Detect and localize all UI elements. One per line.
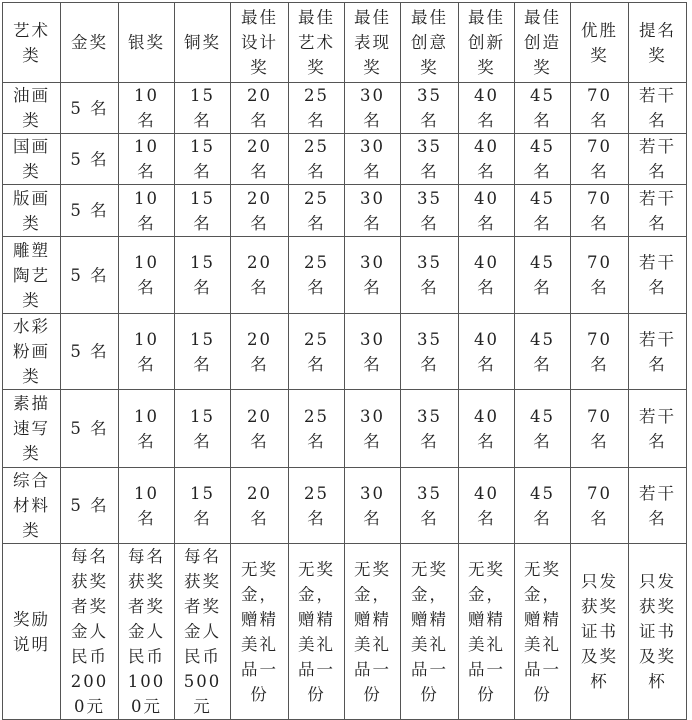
- header-row: [3, 3, 687, 83]
- table-cell: 15名: [175, 134, 231, 185]
- table-cell: 20名: [231, 83, 289, 134]
- table-cell: 45名: [515, 390, 571, 468]
- footer-cell: 每名获奖者奖金人民币2000元: [61, 544, 119, 720]
- footer-label-cell: 奖励说明: [3, 544, 61, 720]
- header-cell: 最佳艺术奖: [289, 3, 345, 83]
- table-row: [3, 237, 687, 314]
- table-row: [3, 468, 687, 544]
- footer-cell: 无奖金，赠精美礼品一份: [231, 544, 289, 720]
- table-cell: 40名: [459, 390, 515, 468]
- table-cell: 25名: [289, 237, 345, 314]
- category-cell: 版画类: [3, 185, 61, 237]
- table-cell: 30名: [345, 83, 401, 134]
- table-cell: 15名: [175, 314, 231, 390]
- footer-cell: 无奖金，赠精美礼品一份: [459, 544, 515, 720]
- table-cell: 20名: [231, 185, 289, 237]
- table-cell: 45名: [515, 314, 571, 390]
- header-cell: 铜奖: [175, 3, 231, 83]
- table-cell: 25名: [289, 134, 345, 185]
- category-cell: 水彩粉画类: [3, 314, 61, 390]
- table-cell: 10名: [119, 185, 175, 237]
- table-cell: 10名: [119, 83, 175, 134]
- table-cell: 20名: [231, 314, 289, 390]
- table-cell: 20名: [231, 134, 289, 185]
- table-cell: 5 名: [61, 314, 119, 390]
- table-row: [3, 314, 687, 390]
- footer-cell: 只发获奖证书及奖杯: [571, 544, 629, 720]
- category-cell: 综合材料类: [3, 468, 61, 544]
- header-cell: 最佳表现奖: [345, 3, 401, 83]
- table-cell: 10名: [119, 468, 175, 544]
- table-cell: 5 名: [61, 468, 119, 544]
- table-cell: 25名: [289, 314, 345, 390]
- table-cell: 35名: [401, 390, 459, 468]
- category-cell: 雕塑陶艺类: [3, 237, 61, 314]
- table-cell: 10名: [119, 237, 175, 314]
- table-cell: 若干名: [629, 237, 687, 314]
- table-cell: 30名: [345, 314, 401, 390]
- table-cell: 70名: [571, 237, 629, 314]
- table-cell: 5 名: [61, 83, 119, 134]
- footer-cell: 无奖金，赠精美礼品一份: [289, 544, 345, 720]
- footer-cell: 无奖金，赠精美礼品一份: [515, 544, 571, 720]
- table-cell: 若干名: [629, 314, 687, 390]
- table-cell: 70名: [571, 314, 629, 390]
- table-cell: 15名: [175, 468, 231, 544]
- table-row: [3, 83, 687, 134]
- table-cell: 45名: [515, 237, 571, 314]
- table-cell: 10名: [119, 314, 175, 390]
- category-cell: 国画类: [3, 134, 61, 185]
- table-cell: 35名: [401, 314, 459, 390]
- table-cell: 70名: [571, 468, 629, 544]
- header-cell: 艺术类: [3, 3, 61, 83]
- category-cell: 油画类: [3, 83, 61, 134]
- table-cell: 35名: [401, 83, 459, 134]
- table-cell: 45名: [515, 134, 571, 185]
- table-cell: 40名: [459, 134, 515, 185]
- table-cell: 45名: [515, 83, 571, 134]
- table-cell: 15名: [175, 83, 231, 134]
- table-cell: 25名: [289, 83, 345, 134]
- table-cell: 45名: [515, 468, 571, 544]
- table-cell: 30名: [345, 468, 401, 544]
- table-cell: 70名: [571, 83, 629, 134]
- header-cell: 金奖: [61, 3, 119, 83]
- table-cell: 70名: [571, 134, 629, 185]
- table-cell: 25名: [289, 468, 345, 544]
- table-cell: 若干名: [629, 390, 687, 468]
- table-cell: 5 名: [61, 134, 119, 185]
- table-cell: 若干名: [629, 468, 687, 544]
- header-cell: 最佳创造奖: [515, 3, 571, 83]
- table-cell: 45名: [515, 185, 571, 237]
- table-cell: 25名: [289, 185, 345, 237]
- header-cell: 银奖: [119, 3, 175, 83]
- table-cell: 10名: [119, 134, 175, 185]
- table-cell: 40名: [459, 83, 515, 134]
- header-cell: 优胜奖: [571, 3, 629, 83]
- table-cell: 20名: [231, 390, 289, 468]
- footer-cell: 无奖金，赠精美礼品一份: [401, 544, 459, 720]
- table-cell: 30名: [345, 185, 401, 237]
- footer-cell: 每名获奖者奖金人民币1000元: [119, 544, 175, 720]
- header-cell: 最佳设计奖: [231, 3, 289, 83]
- table-cell: 15名: [175, 185, 231, 237]
- table-cell: 35名: [401, 185, 459, 237]
- table-row: [3, 390, 687, 468]
- table-cell: 若干名: [629, 134, 687, 185]
- table-cell: 20名: [231, 237, 289, 314]
- table-cell: 35名: [401, 237, 459, 314]
- table-cell: 40名: [459, 237, 515, 314]
- table-cell: 25名: [289, 390, 345, 468]
- table-cell: 5 名: [61, 185, 119, 237]
- table-cell: 35名: [401, 134, 459, 185]
- award-table: [2, 2, 687, 720]
- table-cell: 若干名: [629, 185, 687, 237]
- table-cell: 30名: [345, 134, 401, 185]
- table-cell: 30名: [345, 390, 401, 468]
- table-cell: 10名: [119, 390, 175, 468]
- table-row: [3, 185, 687, 237]
- table-row: [3, 134, 687, 185]
- table-cell: 30名: [345, 237, 401, 314]
- footer-cell: 无奖金，赠精美礼品一份: [345, 544, 401, 720]
- header-cell: 最佳创意奖: [401, 3, 459, 83]
- table-cell: 5 名: [61, 390, 119, 468]
- table-cell: 40名: [459, 468, 515, 544]
- table-cell: 若干名: [629, 83, 687, 134]
- header-cell: 最佳创新奖: [459, 3, 515, 83]
- table-cell: 70名: [571, 390, 629, 468]
- table-cell: 35名: [401, 468, 459, 544]
- footer-row: [3, 544, 687, 720]
- table-cell: 15名: [175, 237, 231, 314]
- table-cell: 40名: [459, 185, 515, 237]
- table-cell: 5 名: [61, 237, 119, 314]
- table-cell: 70名: [571, 185, 629, 237]
- category-cell: 素描速写类: [3, 390, 61, 468]
- table-cell: 40名: [459, 314, 515, 390]
- header-cell: 提名奖: [629, 3, 687, 83]
- table-cell: 20名: [231, 468, 289, 544]
- footer-cell: 只发获奖证书及奖杯: [629, 544, 687, 720]
- table-cell: 15名: [175, 390, 231, 468]
- footer-cell: 每名获奖者奖金人民币500元: [175, 544, 231, 720]
